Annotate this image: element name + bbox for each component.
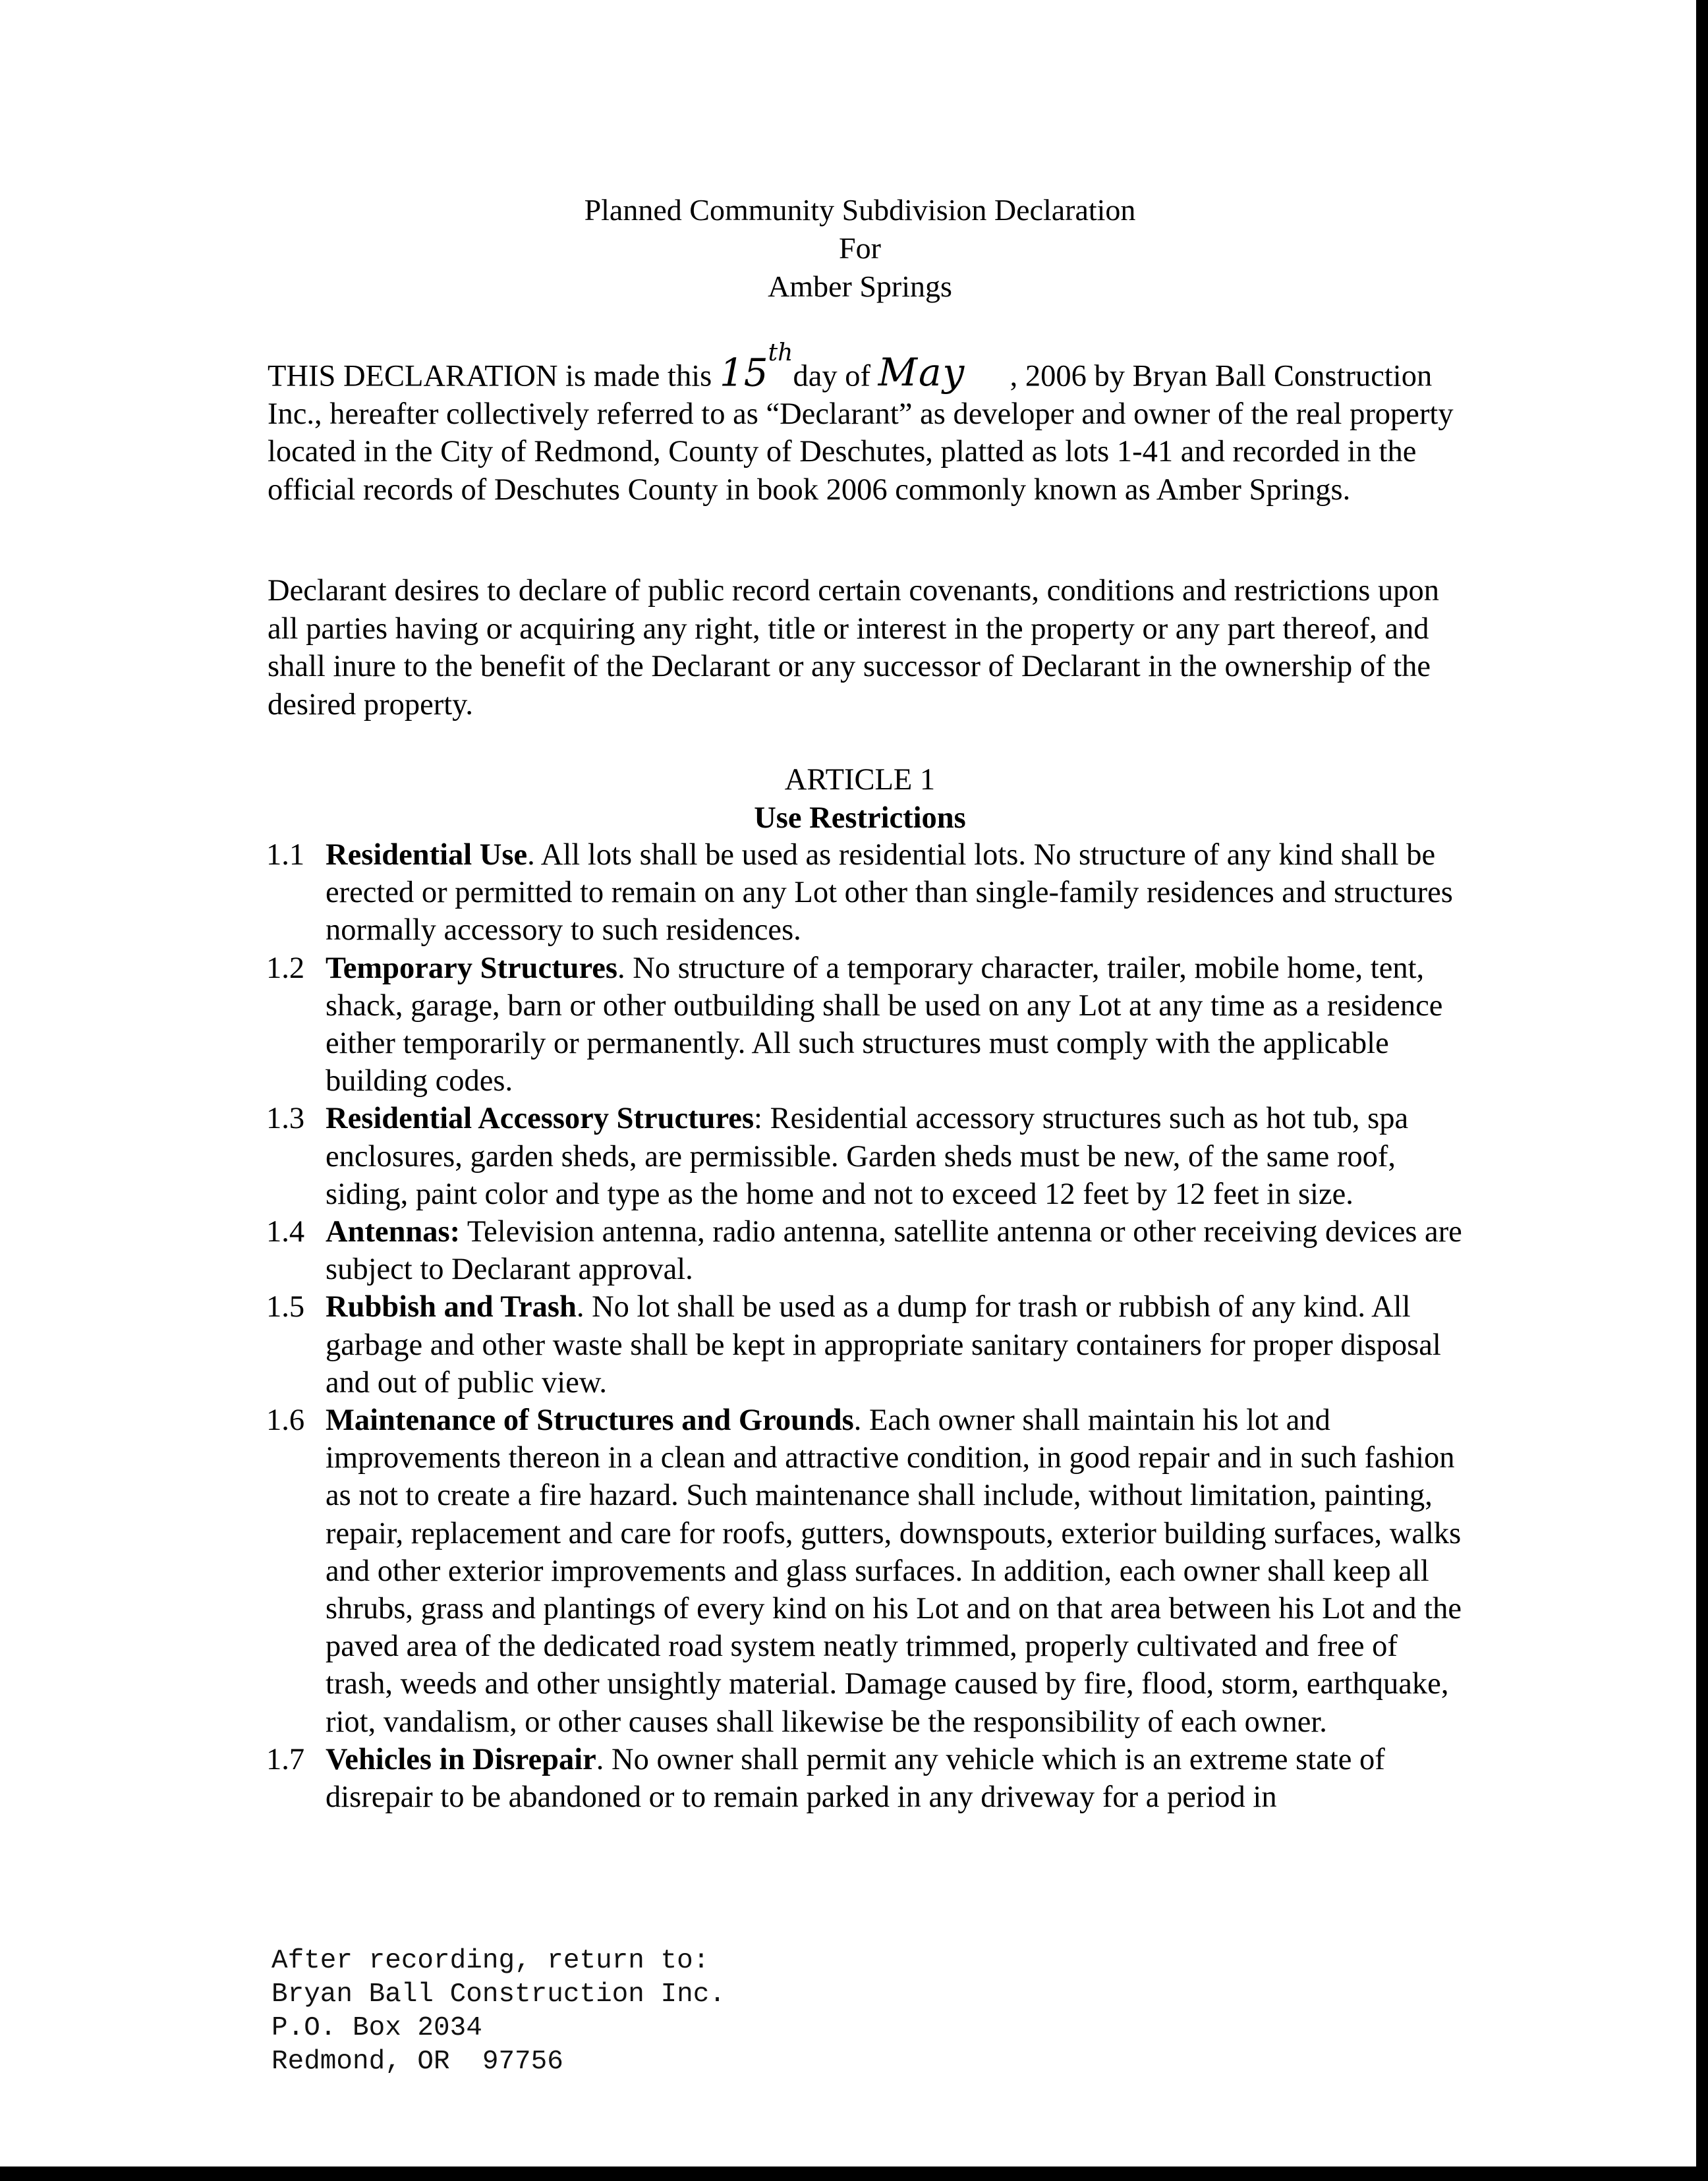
article-subheading: Use Restrictions [754, 801, 966, 835]
intro-paragraph [268, 339, 1460, 509]
return-address-line-3: P.O. Box 2034 [271, 2013, 482, 2043]
item-number: 1.4 [266, 1215, 305, 1249]
return-address-line-1: After recording, return to: [271, 1946, 710, 1976]
handwritten-day: 15th [719, 339, 793, 395]
item-number: 1.2 [266, 951, 305, 985]
list-item: 1.2 Temporary Structures. No structure of a temporary character, trailer, mobile home, tent, shack, garage, barn or other outbuilding shall be used on any Lot at any time as a residence either temporarily or permanently. All such structures must comply with the applicable building codes. [266, 949, 1472, 1100]
list-item: 1.3 Residential Accessory Structures: Residential accessory structures such as hot tub, spa enclosures, garden sheds, are permissible. Garden sheds must be new, of the same roof, siding, paint color and type as the home and not to exceed 12 feet by 12 feet in size. [266, 1100, 1472, 1213]
document-title [0, 191, 1708, 306]
item-title: Maintenance of Structures and Grounds [326, 1403, 854, 1438]
return-address-line-2: Bryan Ball Construction Inc. [271, 1979, 726, 2010]
title-line-1: Planned Community Subdivision Declaration [584, 193, 1136, 227]
item-text: No lot shall be used as a dump for trash or rubbish of any kind. All garbage and other waste shall be kept in appropriate sanitary containers for proper disposal and out of public view. [326, 1290, 1441, 1400]
item-text: Each owner shall maintain his lot and improvements thereon in a clean and attractive condition, in good repair and in such fashion as not to create a fire hazard. Such maintenance shall include, without limitation, painting, repair, replacement and care for roofs, gutters, downspouts, exterior building surfaces, walks and other exterior improvements and glass surfaces. In addition, each owner shall keep all shrubs, grass and plantings of every kind on his Lot and on that area between his Lot and the paved area of the dedicated road system neatly trimmed, properly cultivated and free of trash, weeds and other unsightly material. Damage caused by fire, flood, storm, earthquake, riot, vandalism, or other causes shall likewise be the responsibility of each owner. [326, 1403, 1462, 1739]
item-title: Residential Accessory Structures [326, 1102, 754, 1136]
handwritten-month: May [878, 350, 966, 395]
intro-text-3: , 2006 by Bryan Ball Construction Inc., hereafter collectively referred to as “Declarant” as developer and owner of the real property located in the City of Redmond, County of Deschutes, platted as lots 1-41 and recorded in the official records of Deschutes County in book 2006 commonly known as Amber Springs. [268, 359, 1454, 507]
item-number: 1.6 [266, 1403, 305, 1438]
intro-text-1: THIS DECLARATION is made this [268, 359, 720, 393]
title-line-2: For [839, 231, 881, 265]
list-item [266, 1213, 1472, 1288]
item-title: Rubbish and Trash [326, 1290, 577, 1324]
return-address [271, 1944, 726, 2079]
list-item: 1.1 Residential Use. All lots shall be used as residential lots. No structure of any kind shall be erected or permitted to remain on any Lot other than single-family residences and structures normally accessory to such residences. [266, 836, 1472, 949]
item-title: Vehicles in Disrepair [326, 1742, 596, 1776]
item-number: 1.5 [266, 1290, 305, 1324]
item-title: Temporary Structures [326, 951, 617, 985]
purpose-paragraph [268, 572, 1460, 723]
item-text: All lots shall be used as residential lots. No structure of any kind shall be erected or permitted to remain on any Lot other than single-family residences and structures normally accessory to such residences. [326, 838, 1453, 948]
article-number: ARTICLE 1 [784, 763, 936, 797]
purpose-text: Declarant desires to declare of public record certain covenants, conditions and restrictions upon all parties having or acquiring any right, title or interest in the property or any part thereof, and shall inure to the benefit of the Declarant or any successor of Declarant in the ownership of the desired property. [268, 574, 1439, 722]
item-text: Residential accessory structures such as hot tub, spa enclosures, garden sheds, are permissible. Garden sheds must be new, of the same roof, siding, paint color and type as the home and not to exceed 12 feet by 12 feet in size. [326, 1102, 1409, 1211]
title-line-3: Amber Springs [768, 269, 952, 303]
list-item: 1.5 Rubbish and Trash. No lot shall be used as a dump for trash or rubbish of any kind. All garbage and other waste shall be kept in appropriate sanitary containers for proper disposal and out of public view. [266, 1288, 1472, 1402]
list-item: 1.7 Vehicles in Disrepair. No owner shall permit any vehicle which is an extreme state of disrepair to be abandoned or to remain parked in any driveway for a period in [266, 1741, 1472, 1816]
article-heading [0, 761, 1708, 837]
item-title: Residential Use [326, 838, 528, 872]
intro-text-2: day of [785, 359, 878, 393]
item-title: Antennas: [326, 1215, 461, 1249]
item-text: No owner shall permit any vehicle which is an extreme state of disrepair to be abandoned or to remain parked in any driveway for a period in [326, 1742, 1385, 1815]
list-item: 1.6 Maintenance of Structures and Grounds. Each owner shall maintain his lot and improvements thereon in a clean and attractive condition, in good repair and in such fashion as not to create a fire hazard. Such maintenance shall include, without limitation, painting, repair, replacement and care for roofs, gutters, downspouts, exterior building surfaces, walks and other exterior improvements and glass surfaces. In addition, each owner shall keep all shrubs, grass and plantings of every kind on his Lot and on that area between his Lot and the paved area of the dedicated road system neatly trimmed, properly cultivated and free of trash, weeds and other unsightly material. Damage caused by fire, flood, storm, earthquake, riot, vandalism, or other causes shall likewise be the responsibility of each owner. [266, 1402, 1472, 1741]
item-number: 1.1 [266, 838, 305, 872]
item-number: 1.3 [266, 1102, 305, 1136]
item-text: Television antenna, radio antenna, satellite antenna or other receiving devices are subject to Declarant approval. [326, 1215, 1462, 1287]
item-number: 1.7 [266, 1742, 305, 1776]
restrictions-list [266, 836, 1472, 1816]
return-address-line-4: Redmond, OR 97756 [271, 2047, 563, 2077]
item-text: No structure of a temporary character, trailer, mobile home, tent, shack, garage, barn or other outbuilding shall be used on any Lot at any time as a residence either temporarily or permanently. All such structures must comply with the applicable building codes. [326, 951, 1443, 1098]
